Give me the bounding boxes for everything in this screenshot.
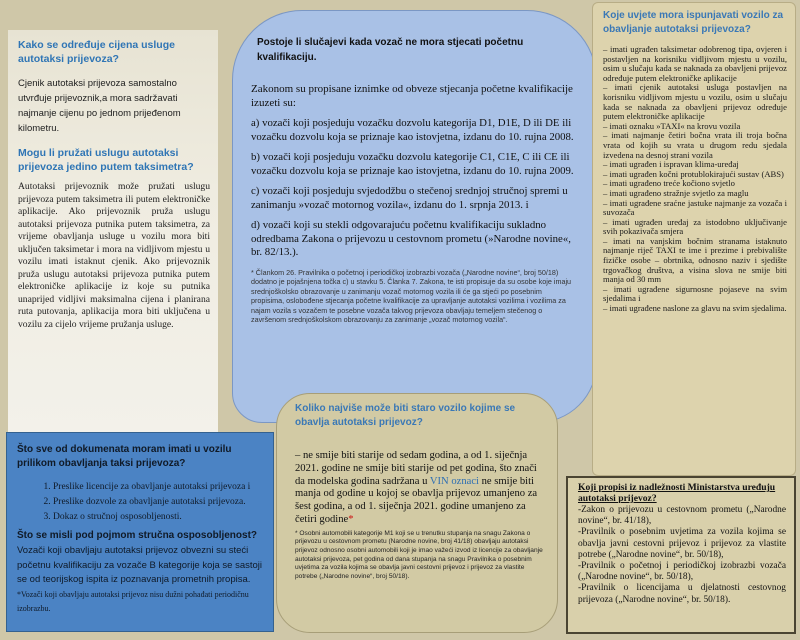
question-regulations: Koji propisi iz nadležnosti Ministarstva uređuju autotaksi prijevoz? [578,482,776,504]
requirements-list [603,45,787,314]
list-item: – imati ugrađene naslone za glavu na svim sjedalima. [603,303,787,314]
list-item: 2. Preslike dozvole za obavljanje autotaksi prijevoza. [53,496,265,508]
exemption-item: c) vozači koji posjeduju svjedodžbu o stečenoj srednjoj stručnoj spremi u zanimanju »vozač motornog vozila«, izdanu do 1. srpnja 2013. i [251,185,568,211]
vehicle-age-footnote: * Osobni automobili kategorije M1 koji se u trenutku stupanja na snagu Zakona o prijevozu u cestovnom prometu (Narodne novine, broj 41/18) obavljaju autotaksi prijevoz odnosno osobni automobili koji je imao važeći izvod iz licencije za obavljanje autotaksi prijevoza, pet godina od dana stupanja na snagu Pravilnika o posebnim uvjetima za vozila kojima se obavlja javni cestovni prijevoz i prijevoz za vlastite potrebe („Narodne novine“, broj 50/18). [295,529,543,580]
panel-regulations [566,476,796,634]
footnote-marker: * [348,513,354,525]
list-item: -Zakon o prijevozu u cestovnom prometu („Narodne novine“, br. 41/18), [578,505,786,527]
list-item: – imati na vanjskim bočnim stranama istaknuto najmanje riječ TAXI te ime i prezime i prebivalište fizičke osobe – obrtnika, odnosno naziv i sjedište trgovačkog društva, a visina slova ne smije biti manja od 30 mm [603,235,787,285]
panel-vehicle-age [276,393,558,633]
list-item: 3. Dokaz o stručnoj osposobljenosti. [53,511,265,523]
list-item: 1. Preslike licencije za obavljanje autotaksi prijevoza i [53,481,265,493]
list-item: – imati ugrađen uređaj za istodobno uključivanje svih pokazivača smjera [603,216,787,237]
list-item: -Pravilnik o početnoj i periodičkoj izobrazbi vozača („Narodne novine“, br. 50/18), [578,561,786,583]
answer-vehicle-age [295,450,543,527]
list-item: -Pravilnik o licencijama u djelatnosti cestovnog prijevoza („Narodne novine“, br. 50/18). [578,583,786,605]
question-vehicle-requirements: Koje uvjete mora ispunjavati vozilo za obavljanje autotaksi prijevoza? [603,10,784,35]
question-taximeter: Mogu li pružati uslugu autotaksi prijevoza jedino putem taksimetra? [18,147,194,173]
question-documents: Što sve od dokumenata moram imati u vozilu prilikom obavljanja taksi prijevoza? [17,444,232,469]
panel-vehicle-requirements [592,2,796,476]
list-item: – imati ugrađeno treće kočiono svjetlo [603,178,735,189]
answer-vehicle-age-part1: – ne smije biti starije od sedam godina, a od 1. siječnja 2021. godine ne smije biti starije od pet godina, što znači da modelska godina sadržana u [295,450,537,487]
list-item: – imati najmanje četiri bočna vrata ili troja bočna vrata od kojih su vrata u drugom redu sjedala izvedena na desnoj strani vozila [603,130,787,160]
exemption-item: a) vozači koji posjeduju vozačku dozvolu kategorija D1, D1E, D ili DE ili vozačku dozvolu koja se priznaje kao istovjetna, izdanu do 10. rujna 2008. [251,117,574,143]
vin-label: VIN oznaci [429,475,479,487]
list-item: -Pravilnik o posebnim uvjetima za vozila kojima se obavlja javni cestovni prijevoz i prijevoz za vlastite potrebe („Narodne novine“, br. 50/18), [578,527,786,560]
panel-pricing [8,30,218,433]
exemptions-intro: Zakonom su propisane iznimke od obveze stjecanja početne kvalifikacije izuzeti su: [251,83,573,109]
panel-documents [6,432,274,632]
list-item: – imati ugrađene sigurnosne pojaseve na svim sjedalima i [603,283,787,304]
panel-exemptions [232,10,597,423]
exemption-item: d) vozači koji su stekli odgovarajuću početnu kvalifikaciju sukladno odredbama Zakona o prijevozu u cestovnom prometu (»Narodne novine«, br. 82/13.). [251,219,571,258]
answer-qualification-note: *Vozači koji obavljaju autotaksi prijevoz nisu dužni pohađati periodičnu izobrazbu. [17,589,249,613]
list-item: – imati ugrađen taksimetar odobrenog tipa, ovjeren i postavljen na korisniku vidljivom mjestu u vozilu, osim u slučaju kada se naknada za obavljeni prijevoz određuje putem elektroničke aplikacije [603,44,787,83]
list-item: – imati ugrađene sraćne jastuke najmanje za vozača i suvozača [603,197,787,218]
question-vehicle-age: Koliko najviše može biti staro vozilo kojime se obavlja autotaksi prijevoz? [295,403,516,428]
list-item: – imati ugrađeno stražnje svjetlo za maglu [603,187,749,198]
answer-qualification-text: Vozači koji obavljaju autotaksi prijevoz obvezni su steći početnu kvalifikaciju za vozače B kategorije koja se sastoji se od teorijskog ispita iz poznavanja prometnih propisa. [17,545,263,585]
question-qualification: Što se misli pod pojmom stručna osposobljenost? [17,530,258,541]
exemption-item: b) vozači koji posjeduju vozačku dozvolu kategorije C1, C1E, C ili CE ili vozačku dozvolu koja se priznaje kao istovjetna, izdanu do 10. rujna 2009. [251,151,574,177]
exemptions-footnote: * Člankom 26. Pravilnika o početnoj i periodičkoj izobrazbi vozača („Narodne novine“, broj 50/18) dodatno je pojašnjena točka c) u stavku 5. Članka 7. Zakona, te isti propisuje da su osobe koje imaju srednjoškolsko obrazovanje u zanimanju vozač motornog vozila ili će ga stjeći po posebnim propisima, oslobođene stjecanja početne kvalifikacije za upravljanje autotaksi vozilima i vozilima za najam vozila s vozačem te posebne vozača takvog prijevoza obavljaju temeljem stečenog o završenom srednjoškolskom obrazovanju za zanimanje „vozač motornog vozila“. [251,267,572,324]
list-item: – imati oznaku »TAXI« na krovu vozila [603,120,741,131]
list-item: – imati cjenik autotaksi usluga postavljen na korisniku vidljivom mjestu u vozilu, osim u slučaju kada se naknada za obavljeni prijevoz određuje putem elektroničke aplikacije [603,82,787,122]
list-item: – imati ugrađen kočni protublokirajući sustav (ABS) [603,168,784,179]
question-pricing: Kako se određuje cijena usluge autotaksi prijevoza? [18,39,175,65]
answer-qualification [17,544,265,617]
documents-list [39,481,265,523]
regulations-list [578,505,786,606]
answer-taximeter: Autotaksi prijevoznik može pružati uslugu prijevoza putem taksimetra ili putem elektroničke aplikacije. Ako prijevoznik pruža uslugu autotaksi prijevoza putnika putem taksimetra, za vrijeme obavljanja usluge u vozilu mora biti uključen taksimetar i mora na vidljivom mjestu u vozilu imati istaknut cjenik. Ako prijevoznik pruža uslugu autotaksi prijevoza putnika putem elektroničke aplikacije iz koje su putnika unaprijed vidljivi maksimalna cijena i planirana ruta putovanja, aplikacija mora biti uključena u vozilu za cijelo vrijeme pružanja usluge. [18,181,210,330]
list-item: – imati ugrađen i ispravan klima-uređaj [603,159,739,170]
answer-vehicle-age-part2: ne smije biti manja od godine u kojoj se obavlja prijevoz umanjeno za šest godina, a od 1. siječnja 2021. godine umanjeno za četiri godine [295,475,538,525]
answer-pricing: Cjenik autotaksi prijevoza samostalno utvrđuje prijevoznik,a mora sadržavati najmanje cijenu po jednom prijeđenom kilometru. [18,78,181,134]
question-exemptions: Postoje li slučajevi kada vozač ne mora stjecati početnu kvalifikaciju. [257,37,524,63]
